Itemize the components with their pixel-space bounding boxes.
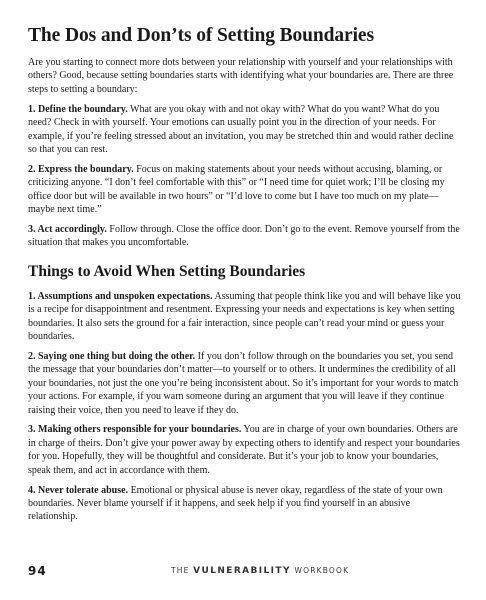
dont-item-1-text: Assuming that people think like you and will behave like you is a recipe for disappointment and resentment. Expressing your needs and expectations is key when setting boundaries. It also sets the ground for a fair interaction, since people can’t read your mind or guess your boundaries. [28,290,461,342]
page-content [28,24,462,530]
dont-item-1 [28,290,462,344]
dont-item-4-text: Emotional or physical abuse is never okay, regardless of the state of your own boundaries. Never blame yourself if it happens, and seek help if you find yourself in an abusive relationship. [28,484,443,523]
dont-item-3 [28,423,462,477]
page-title: The Dos and Don’ts of Setting Boundaries [28,25,374,46]
do-step-3-text: Follow through. Close the office door. Don’t go to the event. Remove yourself from the situation that makes you uncomfortable. [28,223,460,249]
dont-item-2-text: If you don’t follow through on the boundaries you set, you send the message that your boundaries don’t matter—to yourself or to others. It undermines the credibility of all your boundaries, not just the one you’re being inconsistent about. So it’s important for your words to match your actions. For example, if you warn someone during an argument that you will leave if they continue raising their voice, then you need to leave if they do. [28,350,459,416]
dont-item-3-text: You are in charge of your own boundaries. Others are in charge of theirs. Don’t give your power away by expecting others to identify and respect your boundaries for you. Hopefully, they will be thoughtful and considerate. But it’s your job to know your boundaries, speak them, and act in accordance with them. [28,424,460,476]
running-title-main: VULNERABILITY [193,566,291,576]
do-step-2-lead: 2. Express the boundary. [28,163,134,175]
do-step-2-text: Focus on making statements about your needs without accusing, blaming, or criticizing anyone. “I don’t feel comfortable with this” or “I need time for quiet work; I’ll be closing my office door but will be available in two hours” or “I’d love to come but I have too much on my plate—maybe next time.” [28,163,445,216]
running-title-prefix: THE [171,566,194,575]
dont-item-2-lead: 2. Saying one thing but doing the other. [28,350,196,362]
dont-item-3-lead: 3. Making others responsible for your boundaries. [28,424,242,436]
dont-item-4-lead: 4. Never tolerate abuse. [28,484,129,496]
do-step-2 [28,163,462,217]
section-heading: Things to Avoid When Setting Boundaries [28,262,306,280]
dont-item-2 [28,350,462,417]
page-number: 94 [28,564,47,578]
page-footer [28,564,462,580]
do-step-3 [28,223,462,250]
running-title-suffix: WORKBOOK [290,566,350,575]
dont-item-4 [28,484,462,524]
do-step-1-lead: 1. Define the boundary. [28,103,128,115]
dont-item-1-lead: 1. Assumptions and unspoken expectations. [28,290,213,302]
intro-paragraph: Are you starting to connect more dots between your relationship with yourself and your relationships with others? Good, because setting boundaries starts with identifying what your boundaries are. There are three steps to setting a boundary: [28,57,454,95]
running-title [171,566,349,576]
do-step-3-lead: 3. Act accordingly. [28,223,107,235]
do-step-1-text: What are you okay with and not okay with? What do you want? What do you need? Check in with yourself. Your emotions can usually point you in the direction of your needs. For example, if you’re feeling stressed about an invitation, you may be stretched thin and would rather decline so that you can rest. [28,103,454,155]
do-step-1 [28,103,462,157]
